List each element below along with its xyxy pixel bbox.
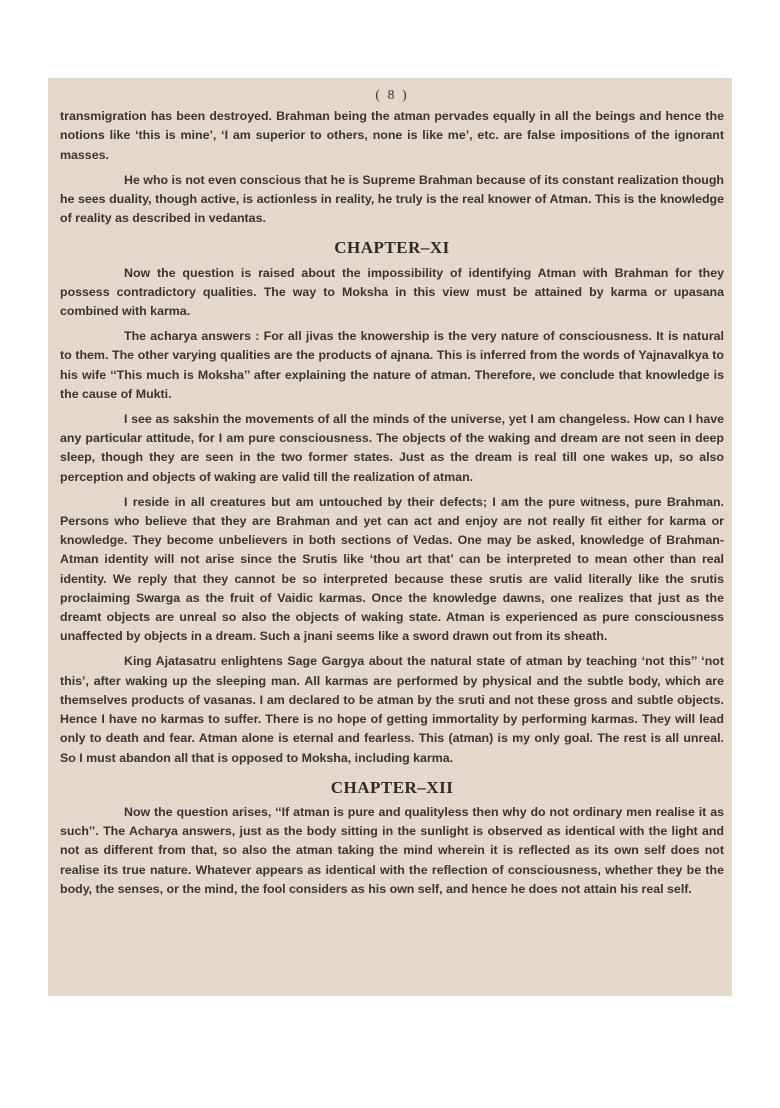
chapter-xii-heading: CHAPTER–XII [330, 777, 454, 797]
chapter-xi-paragraph: Now the question is raised about the impossibility of identifying Atman with Brahman for they possess contradictory qualities. The way to Moksha in this view must be attained by karma or upasana combined with karma. [60, 265, 724, 319]
chapter-xii-paragraph: Now the question arises, ‘‘If atman is pure and qualityless then why do not ordinary men realise it as such’’. The Acharya answers, just as the body sitting in the sunlight is observed as identical with the light and not as different from that, so also the atman taking the mind wherein it is reflected as its own self does not realise its true nature. Whatever appears as identical with the reflection of consciousness, whether they be the body, the senses, or the mind, the fool considers as his own self, and hence he does not attain his real self. [60, 804, 724, 896]
chapter-xi-paragraph: King Ajatasatru enlightens Sage Gargya about the natural state of atman by teaching ‘not this’’ ‘not this’, after waking up the sleeping man. All karmas are performed by physical and the subtle body, which are themselves products of vasanas. I am declared to be atman by the sruti and not these gross and subtle objects. Hence I have no karmas to suffer. There is no hope of getting immortality by performing karmas. They will lead only to death and fear. Atman alone is eternal and fearless. This (atman) is my only goal. The rest is all unreal. So I must abandon all that is opposed to Moksha, including karma. [60, 654, 724, 765]
scanned-page [48, 78, 732, 996]
chapter-xi-paragraph: I reside in all creatures but am untouched by their defects; I am the pure witness, pure Brahman. Persons who believe that they are Brahman and yet can act and enjoy are not really fit either for karma or knowledge. They become unbelievers in both sections of Vedas. One may be asked, knowledge of Brahman-Atman identity will not arise since the Srutis like ‘thou art that’ can be interpreted to mean other than real identity. We reply that they cannot be so interpreted because these srutis are valid literally like the srutis proclaiming Swarga as the fruit of Vaidic karmas. Once the knowledge dawns, one realizes that just as the dreamt objects are unreal so also the objects of waking state. Atman is experienced as pure consciousness unaffected by objects in a dream. Such a jnani seems like a sword drawn out from its sheath. [60, 494, 724, 644]
chapter-xi-paragraph: The acharya answers : For all jivas the knowership is the very nature of consciousness. It is natural to them. The other varying qualities are the products of ajnana. This is inferred from the words of Yajnavalkya to his wife ‘‘This much is Moksha’’ after explaining the nature of atman. Therefore, we conclude that knowledge is the cause of Mukti. [60, 329, 724, 401]
intro-paragraph-1: transmigration has been destroyed. Brahman being the atman pervades equally in all the beings and hence the notions like ‘this is mine’, ‘I am superior to others, none is like me’, etc. are false impositions of the ignorant masses. [60, 109, 724, 162]
page-content [60, 90, 724, 905]
chapter-xi-heading: CHAPTER–XI [334, 238, 450, 258]
intro-paragraph-2: He who is not even conscious that he is Supreme Brahman because of its constant realization though he sees duality, though active, is actionless in reality, he truly is the real knower of Atman. This is the knowledge of reality as described in vedantas. [60, 172, 724, 226]
chapter-xi-paragraph: I see as sakshin the movements of all the minds of the universe, yet I am changeless. How can I have any particular attitude, for I am pure consciousness. The objects of the waking and dream are not seen in deep sleep, though they are seen in the two former states. Just as the dream is real till one wakes up, so also perception and objects of waking are valid till the realization of atman. [60, 412, 724, 484]
page-number: ( 8 ) [375, 88, 409, 103]
